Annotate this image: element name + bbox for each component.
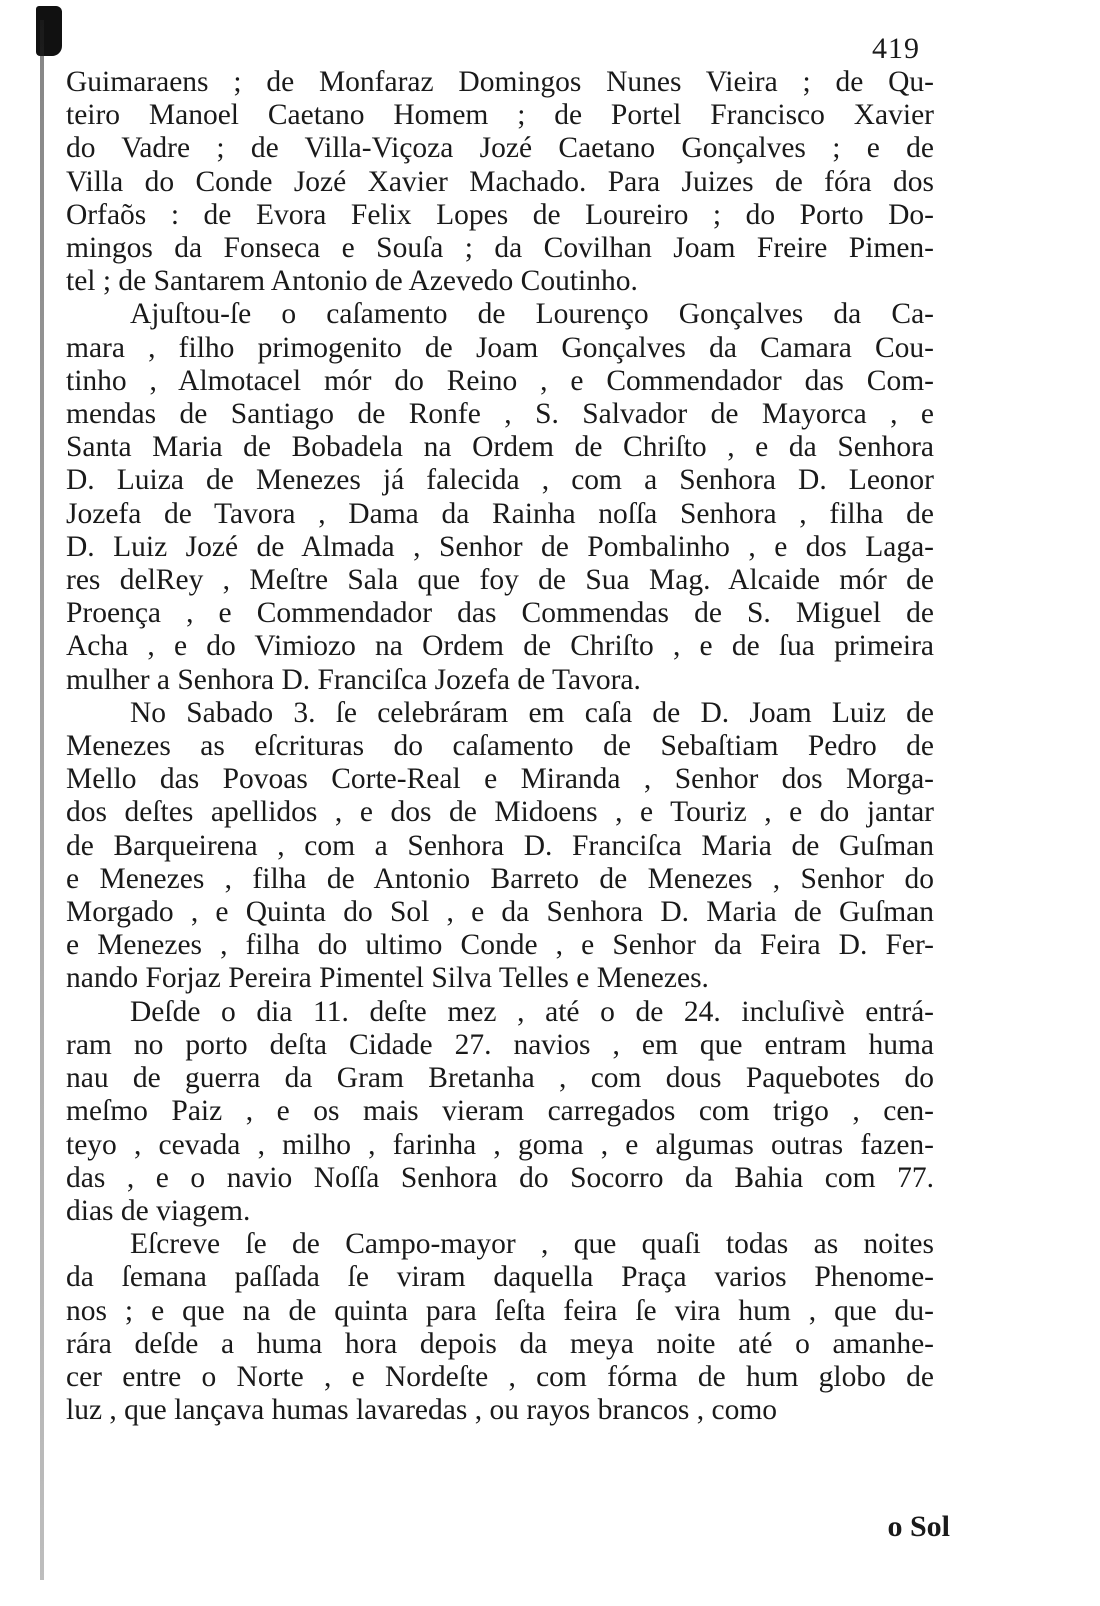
paragraph (66, 996, 934, 1228)
text-line: res delRey , Meſtre Sala que foy de Sua Mag. Alcaide mór de (66, 564, 934, 597)
text-line: Orfaõs : de Evora Felix Lopes de Loureiro ; do Porto Do- (66, 198, 934, 231)
text-line: mingos da Fonseca e Souſa ; da Covilhan Joam Freire Pimen- (66, 232, 934, 265)
text-line: mara , filho primogenito de Joam Gonçalves da Camara Cou- (66, 331, 934, 364)
text-line: Guimaraens ; de Monfaraz Domingos Nunes Vieira ; de Qu- (66, 66, 934, 98)
catchword: o Sol (887, 1510, 950, 1543)
text-line: Ajuſtou-ſe o caſamento de Lourenço Gonçalves da Ca- (130, 298, 934, 331)
text-line: Proença , e Commendador das Commendas de S. Miguel de (66, 597, 934, 630)
text-line: D. Luiza de Menezes já falecida , com a Senhora D. Leonor (66, 464, 934, 497)
page-gutter-edge (40, 20, 44, 1580)
text-line: Eſcreve ſe de Campo-mayor , que quaſi todas as noites (130, 1228, 934, 1261)
text-line: do Vadre ; de Villa-Viçoza Jozé Caetano Gonçalves ; e de (66, 132, 934, 165)
text-line: teiro Manoel Caetano Homem ; de Portel Francisco Xavier (66, 99, 934, 132)
text-line: mulher a Senhora D. Franciſca Jozefa de Tavora. (66, 663, 641, 696)
paragraph (66, 66, 934, 298)
text-line: nando Forjaz Pereira Pimentel Silva Telles e Menezes. (66, 962, 709, 995)
text-line: da ſemana paſſada ſe viram daquella Praça varios Phenome- (66, 1261, 934, 1294)
text-line: D. Luiz Jozé de Almada , Senhor de Pombalinho , e dos Laga- (66, 530, 934, 563)
text-line: das , e o navio Noſſa Senhora do Socorro da Bahia com 77. (66, 1161, 934, 1194)
text-line: nau de guerra da Gram Bretanha , com dous Paquebotes do (66, 1062, 934, 1095)
text-line: mendas de Santiago de Ronfe , S. Salvador de Mayorca , e (66, 398, 934, 431)
text-line: tel ; de Santarem Antonio de Azevedo Coutinho. (66, 265, 638, 298)
text-line: Jozefa de Tavora , Dama da Rainha noſſa Senhora , filha de (66, 497, 934, 530)
text-line: nos ; e que na de quinta para ſeſta feira ſe vira hum , que du- (66, 1294, 934, 1327)
text-line: Acha , e do Vimiozo na Ordem de Chriſto , e de ſua primeira (66, 630, 934, 663)
text-line: dos deſtes apellidos , e dos de Midoens , e Touriz , e do jantar (66, 796, 934, 829)
paragraph (66, 697, 934, 996)
body-text (66, 66, 934, 1427)
text-line: meſmo Paiz , e os mais vieram carregados com trigo , cen- (66, 1095, 934, 1128)
text-line: cer entre o Norte , e Nordeſte , com fórma de hum globo de (66, 1360, 934, 1393)
text-line: Morgado , e Quinta do Sol , e da Senhora D. Maria de Guſman (66, 896, 934, 929)
paragraph (66, 1228, 934, 1427)
text-line: teyo , cevada , milho , farinha , goma , e algumas outras fazen- (66, 1128, 934, 1161)
text-line: rára deſde a huma hora depois da meya noite até o amanhe- (66, 1327, 934, 1360)
text-line: No Sabado 3. ſe celebráram em caſa de D. Joam Luiz de (130, 696, 934, 729)
text-line: luz , que lançava humas lavaredas , ou rayos brancos , como (66, 1394, 778, 1427)
text-line: dias de viagem. (66, 1194, 251, 1227)
paragraph (66, 298, 934, 696)
text-line: e Menezes , filha de Antonio Barreto de Menezes , Senhor do (66, 862, 934, 895)
text-line: Santa Maria de Bobadela na Ordem de Chriſto , e da Senhora (66, 431, 934, 464)
text-line: Deſde o dia 11. deſte mez , até o de 24. incluſivè entrá- (130, 995, 934, 1028)
text-line: de Barqueirena , com a Senhora D. Franciſca Maria de Guſman (66, 829, 934, 862)
text-line: ram no porto deſta Cidade 27. navios , em que entram huma (66, 1028, 934, 1061)
page-number: 419 (872, 32, 920, 65)
text-line: e Menezes , filha do ultimo Conde , e Senhor da Feira D. Fer- (66, 929, 934, 962)
text-line: Villa do Conde Jozé Xavier Machado. Para Juizes de fóra dos (66, 165, 934, 198)
text-line: Mello das Povoas Corte-Real e Miranda , Senhor dos Morga- (66, 763, 934, 796)
text-line: tinho , Almotacel mór do Reino , e Commendador das Com- (66, 364, 934, 397)
text-line: Menezes as eſcrituras do caſamento de Sebaſtiam Pedro de (66, 730, 934, 763)
